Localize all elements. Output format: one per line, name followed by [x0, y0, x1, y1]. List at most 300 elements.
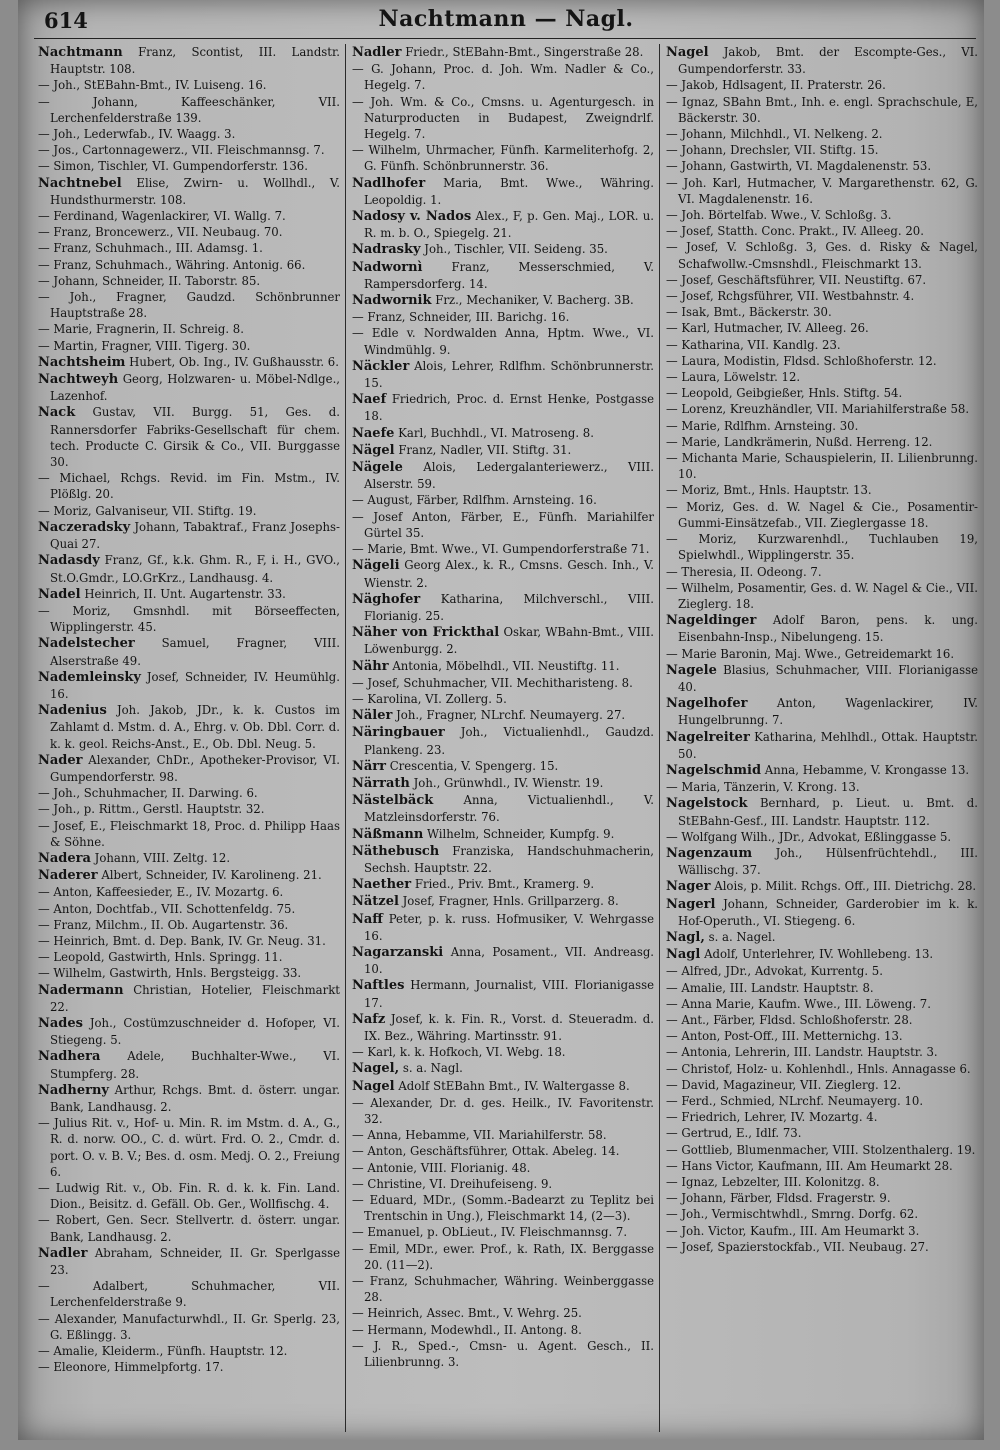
entry-details: — Josef, Spazierstockfab., VII. Neubaug. 27.	[666, 1239, 929, 1254]
entry-details: — Alexander, Dr. d. ges. Heilk., IV. Favoritenstr. 32.	[352, 1095, 654, 1126]
directory-entry	[666, 369, 978, 385]
directory-entry	[38, 1082, 340, 1115]
directory-entry	[352, 1224, 654, 1240]
entry-details: — Johann, Milchhdl., VI. Nelkeng. 2.	[666, 127, 883, 142]
entry-details: — Simon, Tischler, VI. Gumpendorferstr. 136.	[38, 159, 308, 174]
entry-surname: Nagl,	[666, 929, 705, 945]
directory-entry	[38, 44, 340, 77]
entry-details: — Gertrud, E., Idlf. 73.	[666, 1126, 802, 1141]
directory-entry	[666, 612, 978, 645]
directory-entry	[38, 338, 340, 354]
directory-entry	[38, 470, 340, 502]
entry-details: — Karl, Hutmacher, IV. Alleeg. 26.	[666, 321, 869, 336]
entry-surname: Nadasdy	[38, 553, 100, 569]
entry-details: — Marie Baronin, Maj. Wwe., Getreidemarkt 16.	[666, 646, 955, 661]
entry-surname: Naczeradsky	[38, 519, 131, 535]
entry-surname: Näringbauer	[352, 725, 445, 741]
entry-details: — Amalie, Kleiderm., Fünfh. Hauptstr. 12.	[38, 1344, 288, 1359]
directory-entry	[352, 1322, 654, 1338]
entry-details: Alois, Ledergalanteriewerz., VIII. Alserstr. 59.	[364, 460, 654, 492]
directory-entry	[352, 557, 654, 590]
entry-details: — Anna Marie, Kaufm. Wwe., III. Löweng. 7.	[666, 996, 931, 1011]
entry-details: — Marie, Bmt. Wwe., VI. Gumpendorferstraße 71.	[352, 542, 650, 557]
directory-entry	[666, 1125, 978, 1141]
entry-details: Joh., Hülsenfrüchtehdl., III. Wällischg. 37.	[678, 845, 978, 878]
directory-entry	[666, 795, 978, 828]
entry-surname: Näghofer	[352, 591, 421, 607]
entry-details: Gustav, VII. Burgg. 51, Ges. d. Rannersdorfer Fabriks-Gesellschaft für chem. tech. Producte C. Girsik & Co., VII. Burggasse 30.	[50, 405, 340, 470]
entry-details: Heinrich, II. Unt. Augartenstr. 33.	[84, 586, 286, 601]
entry-surname: Nadosy v. Nados	[352, 209, 472, 225]
entry-details: Franziska, Handschuhmacherin, Sechsh. Hauptstr. 22.	[364, 843, 654, 875]
directory-entry	[666, 762, 978, 779]
entry-details: Hermann, Journalist, VIII. Florianigasse 17.	[364, 978, 654, 1010]
directory-entry	[352, 1160, 654, 1176]
directory-entry	[666, 729, 978, 762]
entry-details: Josef, Fragner, Hnls. Grillparzerg. 8.	[402, 894, 619, 909]
entry-details: Abraham, Schneider, II. Gr. Sperlgasse 23.	[50, 1245, 340, 1278]
directory-entry	[352, 1044, 654, 1060]
entry-details: Georg Alex., k. R., Cmsns. Gesch. Inh., V. Wienstr. 2.	[364, 558, 654, 590]
entry-details: — Franz, Schneider, III. Barichg. 16.	[352, 310, 570, 325]
directory-entry	[352, 977, 654, 1010]
entry-surname: Nack	[38, 405, 76, 421]
directory-entry	[666, 779, 978, 795]
entry-details: Josef, Schneider, IV. Heumühlg. 16.	[50, 669, 340, 701]
entry-details: — Karl, k. k. Hofkoch, VI. Webg. 18.	[352, 1045, 566, 1060]
directory-entry	[666, 44, 978, 77]
directory-entry	[352, 591, 654, 624]
directory-entry	[666, 531, 978, 563]
directory-entry	[666, 646, 978, 662]
directory-entry	[38, 801, 340, 817]
entry-surname: Näler	[352, 708, 393, 724]
page-number: 614	[44, 8, 88, 33]
entry-details: Christian, Hotelier, Fleischmarkt 22.	[50, 982, 340, 1014]
entry-details: Arthur, Rchgs. Bmt. d. österr. ungar. Bank, Landhausg. 2.	[50, 1082, 340, 1114]
directory-entry	[38, 1180, 340, 1212]
directory-entry	[666, 353, 978, 369]
directory-entry	[666, 142, 978, 158]
directory-entry	[666, 1174, 978, 1190]
entry-surname: Närr	[352, 758, 387, 774]
directory-entry	[352, 309, 654, 325]
directory-entry	[38, 1212, 340, 1244]
entry-surname: Nagel,	[352, 1061, 400, 1077]
entry-surname: Nagarzanski	[352, 944, 444, 960]
entry-details: Johann, Tabaktraf., Franz Josephs-Quai 27.	[50, 519, 340, 552]
directory-entry	[352, 208, 654, 241]
entry-surname: Närrath	[352, 775, 410, 791]
directory-entry	[666, 845, 978, 878]
directory-entry	[666, 1239, 978, 1255]
directory-entry	[666, 829, 978, 845]
directory-entry	[666, 77, 978, 93]
directory-entry	[352, 792, 654, 825]
entry-details: — Michanta Marie, Schauspielerin, II. Lilienbrunng. 10.	[666, 451, 978, 482]
directory-entry	[352, 425, 654, 442]
entry-surname: Nagenzaum	[666, 845, 753, 861]
entry-details: — Theresia, II. Odeong. 7.	[666, 564, 822, 579]
directory-entry	[38, 1359, 340, 1375]
directory-entry	[352, 724, 654, 757]
entry-details: Alex., F, p. Gen. Maj., LOR. u. R. m. b. O., Spiegelg. 21.	[364, 209, 654, 241]
directory-entry	[38, 933, 340, 949]
entry-details: — Lorenz, Kreuzhändler, VII. Mariahilferstraße 58.	[666, 402, 970, 417]
entry-details: Blasius, Schuhmacher, VIII. Florianigasse 40.	[678, 662, 978, 694]
directory-entry	[352, 1305, 654, 1321]
entry-details: — Heinrich, Assec. Bmt., V. Wehrg. 25.	[352, 1306, 582, 1321]
directory-entry	[38, 77, 340, 93]
directory-entry	[38, 142, 340, 158]
entry-details: Franz, Gf., k.k. Ghm. R., F, i. H., GVO., St.O.Gmdr., LO.GrKrz., Landhausg. 4.	[50, 553, 340, 585]
entry-surname: Nagelhofer	[666, 696, 748, 712]
entry-details: Joh., Costümzuschneider d. Hofoper, VI. Stiegeng. 5.	[50, 1015, 340, 1048]
entry-surname: Nachtsheim	[38, 354, 126, 370]
directory-entry	[38, 850, 340, 867]
directory-entry	[352, 259, 654, 292]
entry-details: — Edle v. Nordwalden Anna, Hptm. Wwe., VI. Windmühlg. 9.	[352, 326, 654, 357]
running-title: Nachtmann — Nagl.	[378, 6, 634, 32]
directory-entry	[666, 158, 978, 174]
entry-details: — Eduard, MDr., (Somm.-Badearzt zu Teplitz bei Trentschin in Ung.), Fleischmarkt 14, (2—3).	[352, 1193, 654, 1224]
entry-surname: Nästelbäck	[352, 793, 434, 809]
entry-details: Adolf, Unterlehrer, IV. Wohllebeng. 13.	[704, 947, 934, 962]
directory-entry	[666, 337, 978, 353]
entry-details: Samuel, Fragner, VIII. Alserstraße 49.	[50, 636, 340, 668]
entry-details: — Johann, Kaffeeschänker, VII. Lerchenfelderstraße 139.	[38, 94, 340, 125]
entry-details: — Joh., p. Rittm., Gerstl. Hauptstr. 32.	[38, 802, 265, 817]
entry-details: — Josef Anton, Färber, E., Fünfh. Mariahilfer Gürtel 35.	[352, 509, 654, 540]
entry-surname: Nagele	[666, 662, 717, 678]
entry-details: Johann, VIII. Zeltg. 12.	[94, 850, 231, 865]
directory-entry	[666, 1190, 978, 1206]
entry-details: — Anna, Hebamme, VII. Mariahilferstr. 58.	[352, 1128, 607, 1143]
page-header	[38, 6, 974, 36]
directory-entry	[352, 944, 654, 977]
directory-entry	[666, 1142, 978, 1158]
directory-entry	[666, 980, 978, 996]
entry-details: — Moriz, Ges. d. W. Nagel & Cie., Posamentir-Gummi-Einsätzefab., VII. Zieglergasse 18.	[666, 499, 978, 530]
entry-details: — Julius Rit. v., Hof- u. Min. R. im Mstm. d. A., G., R. d. norw. OO., C. d. würt. Frd. O. 2., Cmdr. d. port. O. v. B. V.; Bes. d. osm. Medj. O. 2., Freiung 6.	[38, 1116, 340, 1179]
directory-entry	[666, 418, 978, 434]
directory-entry	[666, 1012, 978, 1028]
entry-details: Katharina, Milchverschl., VIII. Florianig. 25.	[364, 591, 654, 623]
entry-details: Adolf StEBahn Bmt., IV. Waltergasse 8.	[398, 1078, 630, 1093]
entry-details: Albert, Schneider, IV. Karolineng. 21.	[101, 868, 322, 883]
entry-surname: Nades	[38, 1015, 83, 1031]
entry-details: — Ant., Färber, Fldsd. Schloßhoferstr. 28.	[666, 1012, 913, 1027]
directory-entry	[352, 675, 654, 691]
entry-details: — Isak, Bmt., Bäckerstr. 30.	[666, 305, 832, 320]
entry-details: Maria, Bmt. Wwe., Währing. Leopoldig. 1.	[364, 175, 654, 207]
directory-entry	[38, 371, 340, 404]
directory-entry	[352, 775, 654, 792]
directory-entry	[666, 499, 978, 531]
entry-details: — Joh. Börtelfab. Wwe., V. Schloßg. 3.	[666, 208, 892, 223]
entry-surname: Nähr	[352, 658, 389, 674]
directory-entry	[38, 1015, 340, 1048]
entry-details: — Joh., Schuhmacher, II. Darwing. 6.	[38, 786, 258, 801]
entry-details: — Marie, Rdlfhm. Arnsteing. 30.	[666, 418, 859, 433]
directory-entry	[352, 442, 654, 459]
entry-surname: Nadel	[38, 586, 81, 602]
entry-details: — Maria, Tänzerin, V. Krong. 13.	[666, 780, 860, 795]
directory-entry	[352, 826, 654, 843]
entry-details: — Moriz, Gmsnhdl. mit Börseeffecten, Wipplingerstr. 45.	[38, 603, 340, 635]
entry-surname: Nadlhofer	[352, 175, 426, 191]
entry-details: — Franz, Schuhmach., Währing. Antonig. 66.	[38, 257, 306, 272]
directory-entry	[352, 325, 654, 357]
entry-details: Fried., Priv. Bmt., Kramerg. 9.	[414, 877, 595, 892]
entry-surname: Nadermann	[38, 982, 124, 998]
entry-details: s. a. Nagel.	[708, 929, 776, 944]
entry-details: Franz, Nadler, VII. Stiftg. 31.	[398, 442, 572, 457]
directory-entry	[38, 702, 340, 752]
directory-entry	[352, 691, 654, 707]
entry-details: — Heinrich, Bmt. d. Dep. Bank, IV. Gr. Neug. 31.	[38, 933, 326, 948]
entry-details: — Joh. Wm. & Co., Cmsns. u. Agenturgesch. in Naturproducten in Budapest, Zweigndrlf. Hegelg. 7.	[352, 94, 654, 142]
entry-details: — Gottlieb, Blumenmacher, VIII. Stolzenthalerg. 19.	[666, 1142, 976, 1157]
directory-entry	[666, 1044, 978, 1060]
directory-entry	[666, 1093, 978, 1109]
directory-entry	[352, 292, 654, 309]
entry-surname: Nafz	[352, 1011, 386, 1027]
directory-entry	[352, 1127, 654, 1143]
directory-entry	[352, 44, 654, 61]
entry-details: — Franz, Milchm., II. Ob. Augartenstr. 36.	[38, 917, 289, 932]
entry-details: — J. R., Sped.-, Cmsn- u. Agent. Gesch., II. Lilienbrunng. 3.	[352, 1338, 654, 1370]
entry-details: Joh., Tischler, VII. Seideng. 35.	[424, 242, 608, 257]
entry-surname: Nachtweyh	[38, 372, 119, 388]
entry-details: — Martin, Fragner, VIII. Tigerg. 30.	[38, 338, 251, 353]
entry-details: — Ignaz, SBahn Bmt., Inh. e. engl. Sprachschule, E, Bäckerstr. 30.	[666, 94, 978, 125]
entry-details: Franz, Scontist, III. Landstr. Hauptstr. 108.	[50, 45, 340, 77]
entry-details: — Joh., Lederwfab., IV. Waagg. 3.	[38, 127, 236, 142]
entry-details: Anton, Wagenlackirer, IV. Hungelbrunng. 7.	[678, 696, 978, 728]
directory-entry	[666, 1077, 978, 1093]
entry-details: — Emanuel, p. ObLieut., IV. Fleischmannsg. 7.	[352, 1225, 628, 1240]
entry-surname: Nachtnebel	[38, 175, 122, 191]
directory-entry	[666, 207, 978, 223]
header-rule	[34, 38, 976, 39]
entry-details: — Josef, Rchgsführer, VII. Westbahnstr. 4.	[666, 289, 915, 304]
directory-entry	[38, 503, 340, 519]
directory-entry	[352, 541, 654, 557]
entry-surname: Nätzel	[352, 894, 399, 910]
column-divider	[659, 44, 660, 1432]
entry-details: Elise, Zwirn- u. Wollhdl., V. Hundsthurmerstr. 108.	[50, 175, 340, 207]
entry-details: — Anton, Post-Off., III. Metternichg. 13.	[666, 1029, 903, 1044]
directory-entry	[666, 996, 978, 1012]
directory-entry	[666, 272, 978, 288]
directory-entry	[352, 1338, 654, 1370]
entry-details: — Josef, V. Schloßg. 3, Ges. d. Risky & Nagel, Schafwollw.-Cmsnshdl., Fleischmarkt 13.	[666, 240, 978, 271]
entry-surname: Nagelreiter	[666, 729, 750, 745]
directory-entry	[38, 1311, 340, 1343]
directory-entry	[38, 158, 340, 174]
entry-surname: Nader	[38, 752, 83, 768]
directory-entry	[666, 401, 978, 417]
directory-entry	[38, 208, 340, 224]
column-3	[666, 44, 978, 1436]
directory-entry	[666, 175, 978, 207]
directory-entry	[38, 552, 340, 585]
entry-surname: Näßmann	[352, 826, 424, 842]
entry-details: Crescentia, V. Spengerg. 15.	[389, 758, 559, 773]
directory-entry	[38, 965, 340, 981]
entry-details: — Joh., Fragner, Gaudzd. Schönbrunner Hauptstraße 28.	[38, 290, 340, 321]
directory-entry	[666, 223, 978, 239]
directory-entry	[38, 519, 340, 552]
directory-entry	[352, 1011, 654, 1044]
entry-details: Karl, Buchhdl., VI. Matroseng. 8.	[398, 425, 594, 440]
entry-details: — Johann, Färber, Fldsd. Fragerstr. 9.	[666, 1191, 891, 1206]
entry-details: — Christof, Holz- u. Kohlenhdl., Hnls. Annagasse 6.	[666, 1061, 971, 1076]
entry-details: — Johann, Drechsler, VII. Stiftg. 15.	[666, 143, 879, 158]
entry-details: — Leopold, Geibgießer, Hnls. Stiftg. 54.	[666, 386, 903, 401]
directory-entry	[352, 241, 654, 258]
entry-details: Anna, Hebamme, V. Krongasse 13.	[764, 762, 970, 777]
entry-details: — Joh. Karl, Hutmacher, V. Margarethenstr. 62, G. VI. Magdalenenstr. 16.	[666, 175, 978, 206]
entry-details: — Wilhelm, Uhrmacher, Fünfh. Karmeliterhofg. 2, G. Fünfh. Schönbrunnerstr. 36.	[352, 143, 654, 174]
entry-details: — Laura, Löwelstr. 12.	[666, 370, 801, 385]
entry-details: — David, Magazineur, VII. Zieglerg. 12.	[666, 1077, 902, 1092]
entry-details: Frz., Mechaniker, V. Bacherg. 3B.	[435, 293, 634, 308]
entry-details: — Moriz, Bmt., Hnls. Hauptstr. 13.	[666, 483, 872, 498]
entry-surname: Nagel	[666, 45, 709, 60]
directory-entry	[666, 929, 978, 946]
directory-entry	[352, 94, 654, 143]
entry-details: Adolf Baron, pens. k. ung. Eisenbahn-Insp., Nibelungeng. 15.	[678, 613, 978, 645]
entry-details: — Josef, Schuhmacher, VII. Mechitharisteng. 8.	[352, 675, 633, 690]
directory-entry	[38, 867, 340, 884]
directory-entry	[352, 142, 654, 174]
directory-entry	[38, 635, 340, 668]
entry-details: — Josef, E., Fleischmarkt 18, Proc. d. Philipp Haas & Söhne.	[38, 818, 340, 849]
entry-surname: Nager	[666, 879, 711, 895]
directory-entry	[38, 175, 340, 208]
entry-surname: Nageldinger	[666, 613, 757, 629]
entry-details: — Ludwig Rit. v., Ob. Fin. R. d. k. k. Fin. Land. Dion., Beisitz. d. Gefäll. Ob. Ger., Wollfischg. 4.	[38, 1181, 340, 1212]
entry-surname: Näckler	[352, 358, 410, 374]
entry-details: — Robert, Gen. Secr. Stellvertr. d. österr. ungar. Bank, Landhausg. 2.	[38, 1213, 340, 1244]
column-1	[38, 44, 340, 1436]
entry-surname: Nadherny	[38, 1082, 109, 1098]
entry-details: — Amalie, III. Landstr. Hauptstr. 8.	[666, 980, 874, 995]
directory-entry	[352, 509, 654, 541]
entry-details: — Jakob, Hdlsagent, II. Praterstr. 26.	[666, 78, 886, 93]
entry-details: — Moriz, Kurzwarenhdl., Tuchlauben 19, Spielwhdl., Wipplingerstr. 35.	[666, 532, 978, 563]
directory-entry	[352, 658, 654, 675]
entry-details: — Alfred, JDr., Advokat, Kurrentg. 5.	[666, 964, 883, 979]
entry-details: Friedrich, Proc. d. Ernst Henke, Postgasse 18.	[364, 392, 654, 424]
entry-surname: Naderer	[38, 868, 98, 884]
entry-surname: Nägele	[352, 460, 403, 476]
directory-entry	[666, 695, 978, 728]
entry-details: — Adalbert, Schuhmacher, VII. Lerchenfelderstraße 9.	[38, 1279, 340, 1310]
entry-surname: Nagel	[352, 1078, 395, 1094]
entry-details: — Joh., Vermischtwhdl., Smrng. Dorfg. 62.	[666, 1207, 919, 1222]
entry-surname: Nagerl	[666, 896, 716, 912]
entry-surname: Nadwornik	[352, 293, 432, 309]
directory-entry	[352, 492, 654, 508]
entry-details: Alois, p. Milit. Rchgs. Off., III. Dietrichg. 28.	[714, 879, 977, 894]
entry-details: Adele, Buchhalter-Wwe., VI. Stumpferg. 28.	[50, 1049, 340, 1081]
directory-entry	[38, 321, 340, 337]
entry-details: — Christine, VI. Dreihufeiseng. 9.	[352, 1176, 553, 1191]
directory-entry	[666, 963, 978, 979]
entry-details: — Ferdinand, Wagenlackirer, VI. Wallg. 7.	[38, 209, 286, 224]
directory-entry	[666, 878, 978, 895]
directory-entry	[666, 450, 978, 482]
entry-details: — Franz, Schuhmach., III. Adamsg. 1.	[38, 241, 263, 256]
directory-entry	[352, 758, 654, 775]
entry-details: — August, Färber, Rdlfhm. Arnsteing. 16.	[352, 493, 597, 508]
directory-entry	[352, 391, 654, 424]
directory-entry	[352, 175, 654, 208]
directory-entry	[352, 61, 654, 93]
entry-surname: Naff	[352, 911, 383, 927]
directory-entry	[38, 289, 340, 321]
directory-entry	[666, 580, 978, 612]
entry-details: — Josef, Geschäftsführer, VII. Neustiftg. 67.	[666, 272, 927, 287]
entry-details: — Eleonore, Himmelpfortg. 17.	[38, 1360, 224, 1375]
directory-entry	[38, 404, 340, 470]
entry-details: s. a. Nagl.	[402, 1061, 463, 1076]
directory-entry	[666, 385, 978, 401]
directory-entry	[666, 239, 978, 271]
entry-details: — Antonia, Lehrerin, III. Landstr. Hauptstr. 3.	[666, 1045, 938, 1060]
entry-details: Jakob, Bmt. der Escompte-Ges., VI. Gumpendorferstr. 33.	[678, 45, 978, 77]
entry-surname: Nadwornì	[352, 259, 423, 275]
directory-entry	[38, 94, 340, 126]
entry-surname: Nadhera	[38, 1049, 101, 1065]
entry-surname: Nadler	[38, 1245, 88, 1261]
directory-entry	[666, 1061, 978, 1077]
entry-details: — Wilhelm, Posamentir, Ges. d. W. Nagel & Cie., VII. Zieglerg. 18.	[666, 580, 978, 611]
entry-details: — Laura, Modistin, Fldsd. Schloßhoferstr. 12.	[666, 353, 937, 368]
directory-entry	[352, 1176, 654, 1192]
entry-details: — Hans Victor, Kaufmann, III. Am Heumarkt 28.	[666, 1158, 953, 1173]
entry-details: — Johann, Schneider, II. Taborstr. 85.	[38, 273, 261, 288]
entry-details: — Friedrich, Lehrer, IV. Mozartg. 4.	[666, 1110, 878, 1125]
directory-entry	[38, 586, 340, 603]
entry-details: — Joh., StEBahn-Bmt., IV. Luiseng. 16.	[38, 78, 267, 93]
directory-entry	[352, 459, 654, 492]
directory-page	[18, 0, 984, 1440]
entry-details: — Antonie, VIII. Florianig. 48.	[352, 1160, 531, 1175]
directory-entry	[666, 1223, 978, 1239]
directory-entry	[666, 946, 978, 963]
entry-details: — Emil, MDr., ewer. Prof., k. Rath, IX. Berggasse 20. (11—2).	[352, 1241, 654, 1272]
entry-details: Joh., Victualienhdl., Gaudzd. Plankeng. 23.	[364, 725, 654, 757]
entry-surname: Naefe	[352, 425, 395, 441]
entry-surname: Nadrasky	[352, 242, 421, 258]
entry-details: Antonia, Möbelhdl., VII. Neustiftg. 11.	[392, 658, 620, 673]
directory-entry	[352, 843, 654, 876]
directory-entry	[666, 126, 978, 142]
directory-entry	[352, 876, 654, 893]
directory-entry	[666, 434, 978, 450]
directory-entry	[666, 1158, 978, 1174]
directory-entry	[666, 304, 978, 320]
directory-entry	[38, 224, 340, 240]
directory-entry	[352, 1143, 654, 1159]
directory-entry	[352, 1241, 654, 1273]
directory-entry	[38, 126, 340, 142]
directory-entry	[38, 818, 340, 850]
